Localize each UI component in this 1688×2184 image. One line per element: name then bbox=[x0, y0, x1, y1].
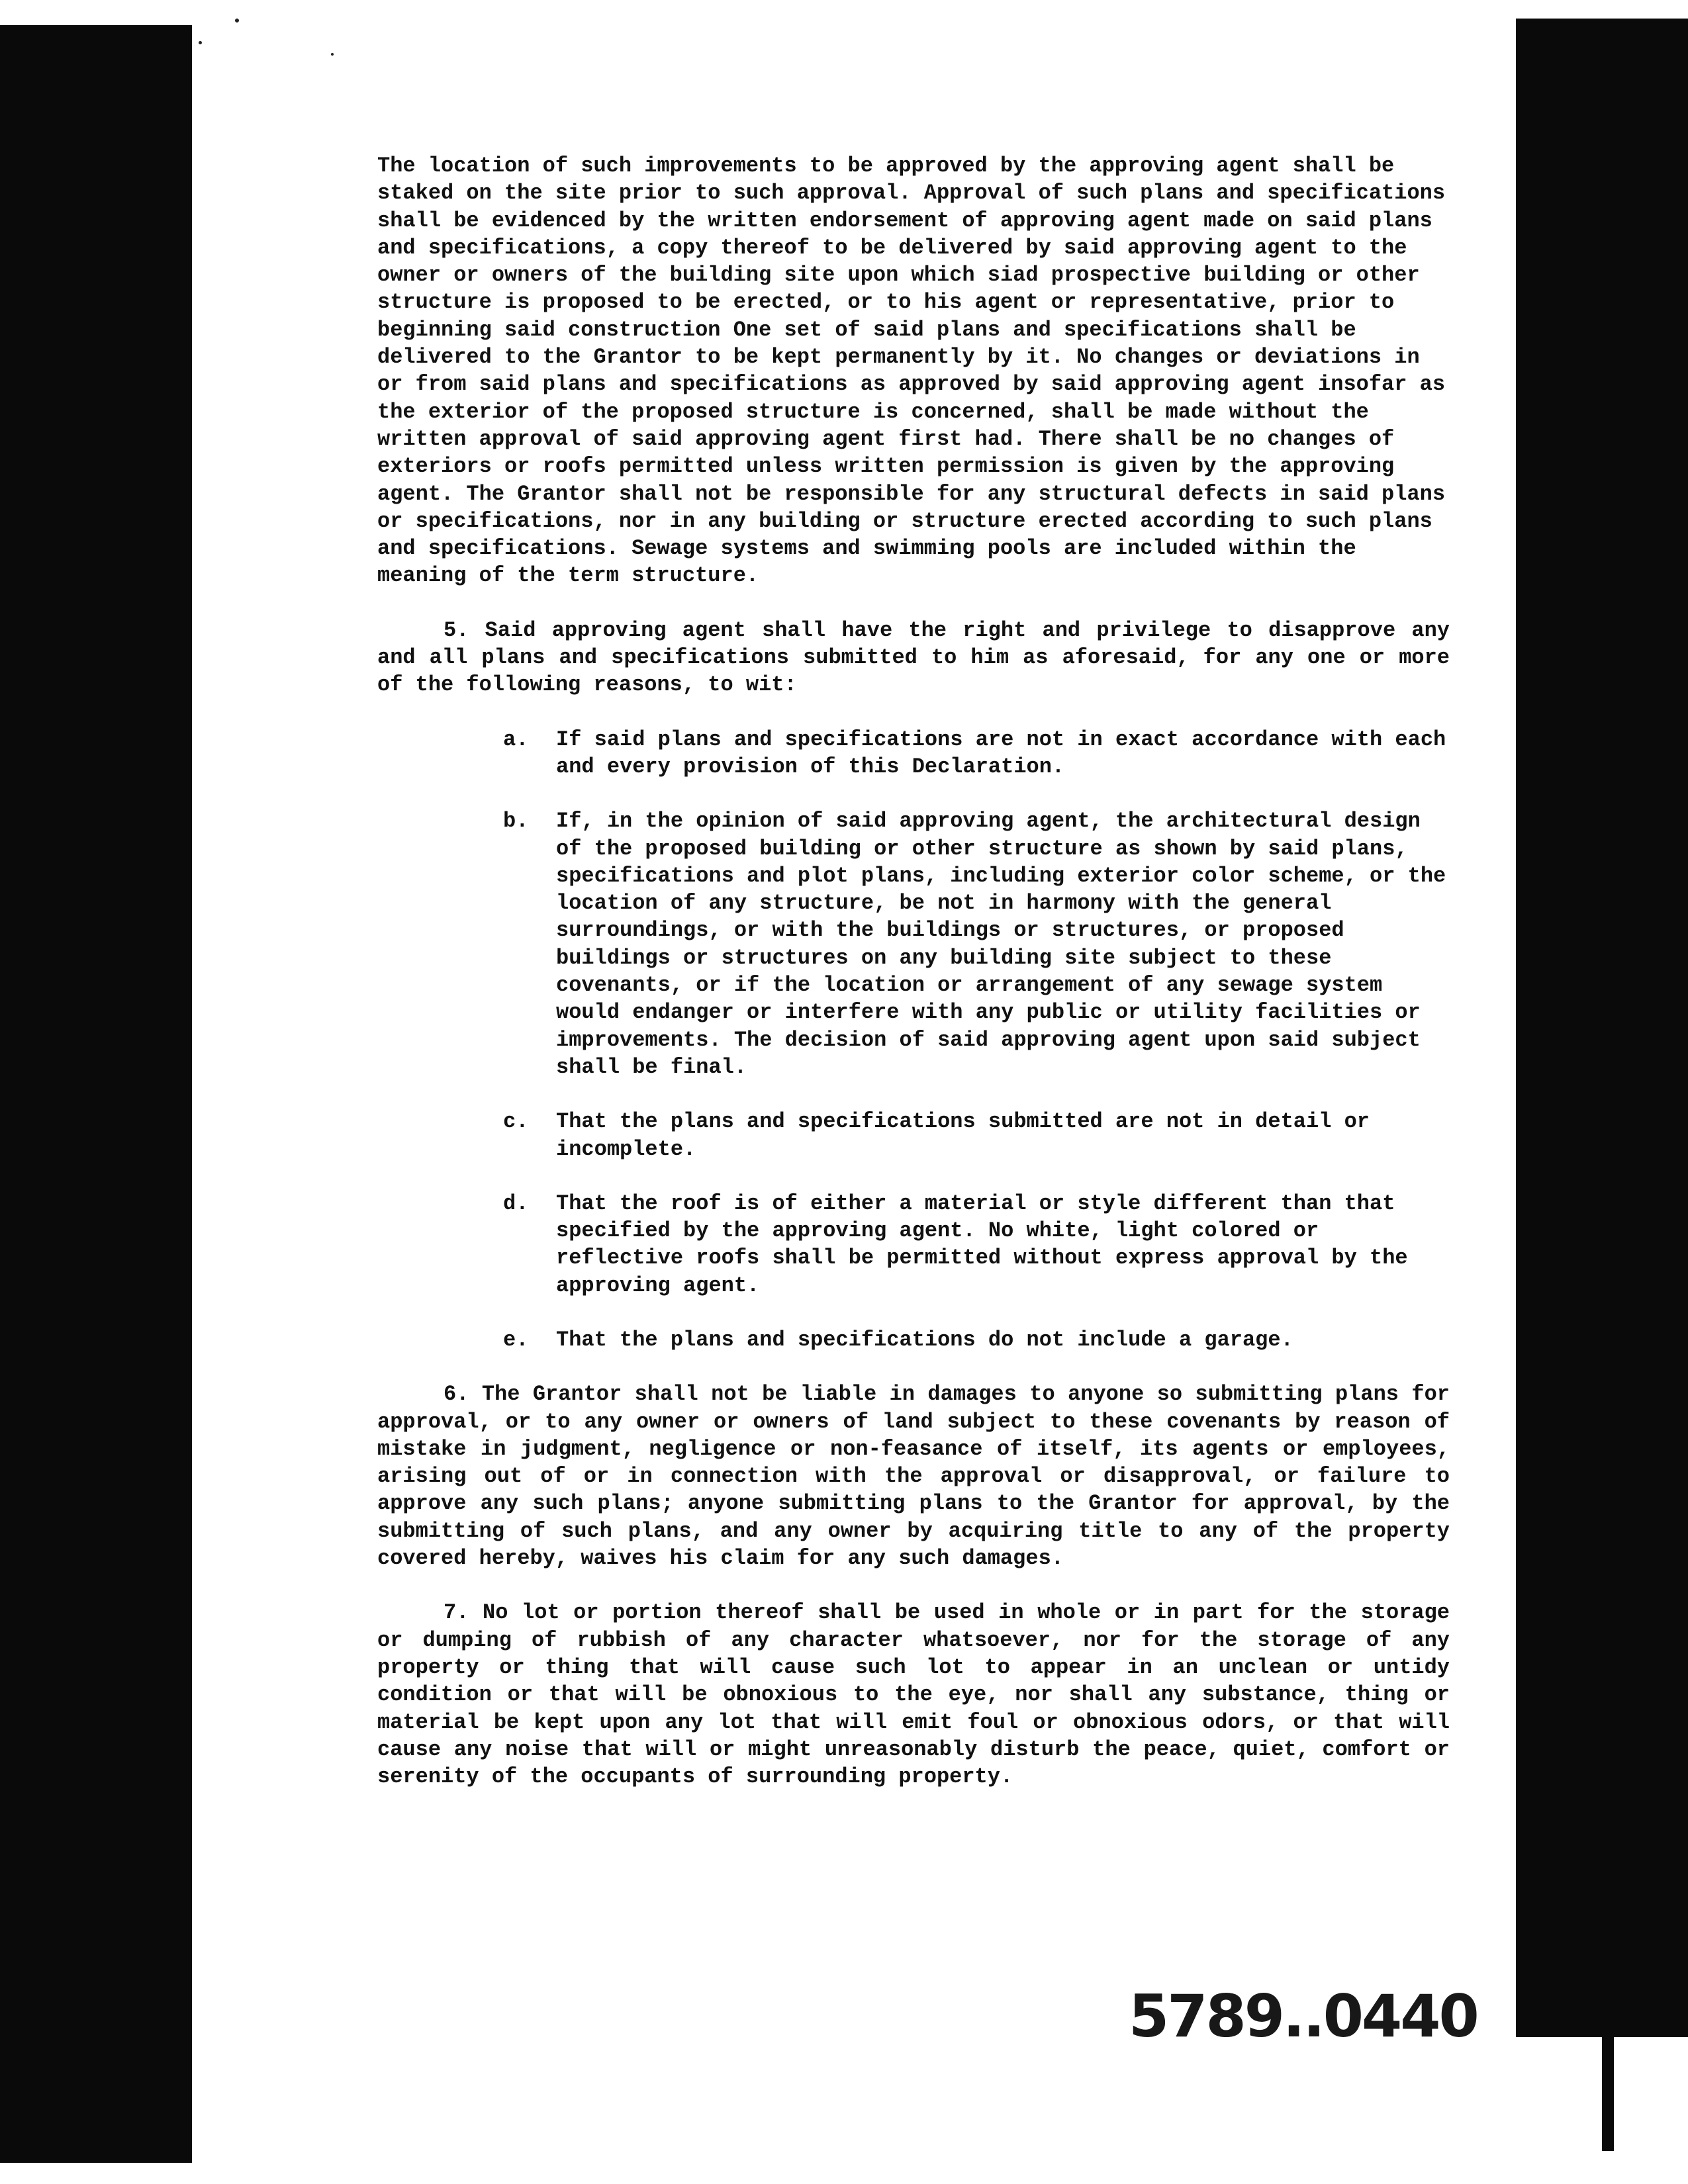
paragraph-intro: The location of such improvements to be approved by the approving agent shall be staked on the site prior to such approval. Approval of such plans and specifications shall be evidenced by the written endorsement of approving agent made on said plans and specifications, a copy thereof to be delivered by said approving agent to the owner or owners of the building site upon which siad prospective building or other structure is proposed to be erected, or to his agent or representative, prior to beginning said construction One set of said plans and specifications shall be delivered to the Grantor to be kept permanently by it. No changes or deviations in or from said plans and specifications as approved by said approving agent insofar as the exterior of the proposed structure is concerned, shall be made without the written approval of said approving agent first had. There shall be no changes of exteriors or roofs permitted unless written permission is given by the approving agent. The Grantor shall not be responsible for any structural defects in said plans or specifications, nor in any building or structure erected according to such plans and specifications. Sewage systems and swimming pools are included within the meaning of the term structure. bbox=[377, 154, 1446, 588]
list-item-e bbox=[503, 1326, 1450, 1353]
paragraph-7 bbox=[377, 1599, 1450, 1790]
list-item-text: If, in the opinion of said approving agent, the architectural design of the proposed building or other structure as shown by said plans, specifications and plot plans, including exterior color scheme, or the location of any structure, be not in harmony with the general surroundings, or with the buildings or structures, or proposed buildings or structures on any building site subject to these covenants, or if the location or arrangement of any sewage system would endanger or interfere with any public or utility facilities or improvements. The decision of said approving agent upon said subject shall be final. bbox=[556, 809, 1446, 1079]
list-item-text: That the plans and specifications submitted are not in detail or incomplete. bbox=[556, 1109, 1370, 1161]
list-item-letter: b. bbox=[503, 809, 529, 834]
scan-border-right bbox=[1516, 19, 1688, 2037]
scan-speck bbox=[331, 53, 334, 56]
paragraph-6 bbox=[377, 1381, 1450, 1572]
document-body bbox=[377, 152, 1450, 1817]
list-item-text: That the plans and specifications do not include a garage. bbox=[556, 1327, 1293, 1352]
list-item-b bbox=[503, 807, 1450, 1081]
scan-border-right-tail bbox=[1602, 2032, 1614, 2151]
list-item-letter: d. bbox=[503, 1191, 529, 1216]
scan-speck bbox=[199, 41, 202, 44]
list-item-letter: e. bbox=[503, 1327, 529, 1352]
page-number: 5789..0440 bbox=[1129, 1982, 1477, 2050]
list-item-d bbox=[503, 1190, 1450, 1299]
list-item-text: If said plans and specifications are not in exact accordance with each and every provision of this Declaration. bbox=[556, 727, 1446, 779]
list-item-letter: c. bbox=[503, 1109, 529, 1134]
paragraph-5-text: 5. Said approving agent shall have the right and privilege to disapprove any and all plans and specifications submitted to him as aforesaid, for any one or more of the following reasons, to wit: bbox=[377, 617, 1450, 698]
list-item-a bbox=[503, 726, 1450, 781]
paragraph-5 bbox=[377, 617, 1450, 699]
scan-speck bbox=[235, 19, 239, 23]
paragraph-6-text: 6. The Grantor shall not be liable in damages to anyone so submitting plans for approval, or to any owner or owners of land subject to these covenants by reason of mistake in judgment, negligence or non-feasance of itself, its agents or employees, arising out of or in connection with the approval or disapproval, or failure to approve any such plans; anyone submitting plans to the Grantor for approval, by the submitting of such plans, and any owner by acquiring title to any of the property covered hereby, waives his claim for any such damages. bbox=[377, 1382, 1450, 1571]
list-item-text: That the roof is of either a material or style different than that specified by the approving agent. No white, light colored or reflective roofs shall be permitted without express approval by the approving agent. bbox=[556, 1191, 1408, 1298]
list-item-letter: a. bbox=[503, 727, 529, 752]
paragraph-7-text: 7. No lot or portion thereof shall be used in whole or in part for the storage or dumping of rubbish of any character whatsoever, nor for the storage of any property or thing that will cause such lot to appear in an unclean or untidy condition or that will be obnoxious to the eye, nor shall any substance, thing or material be kept upon any lot that will emit foul or obnoxious odors, or that will cause any noise that will or might unreasonably disturb the peace, quiet, comfort or serenity of the occupants of surrounding property. bbox=[377, 1600, 1450, 1790]
scan-border-left bbox=[0, 25, 192, 2163]
list-item-c bbox=[503, 1108, 1450, 1163]
